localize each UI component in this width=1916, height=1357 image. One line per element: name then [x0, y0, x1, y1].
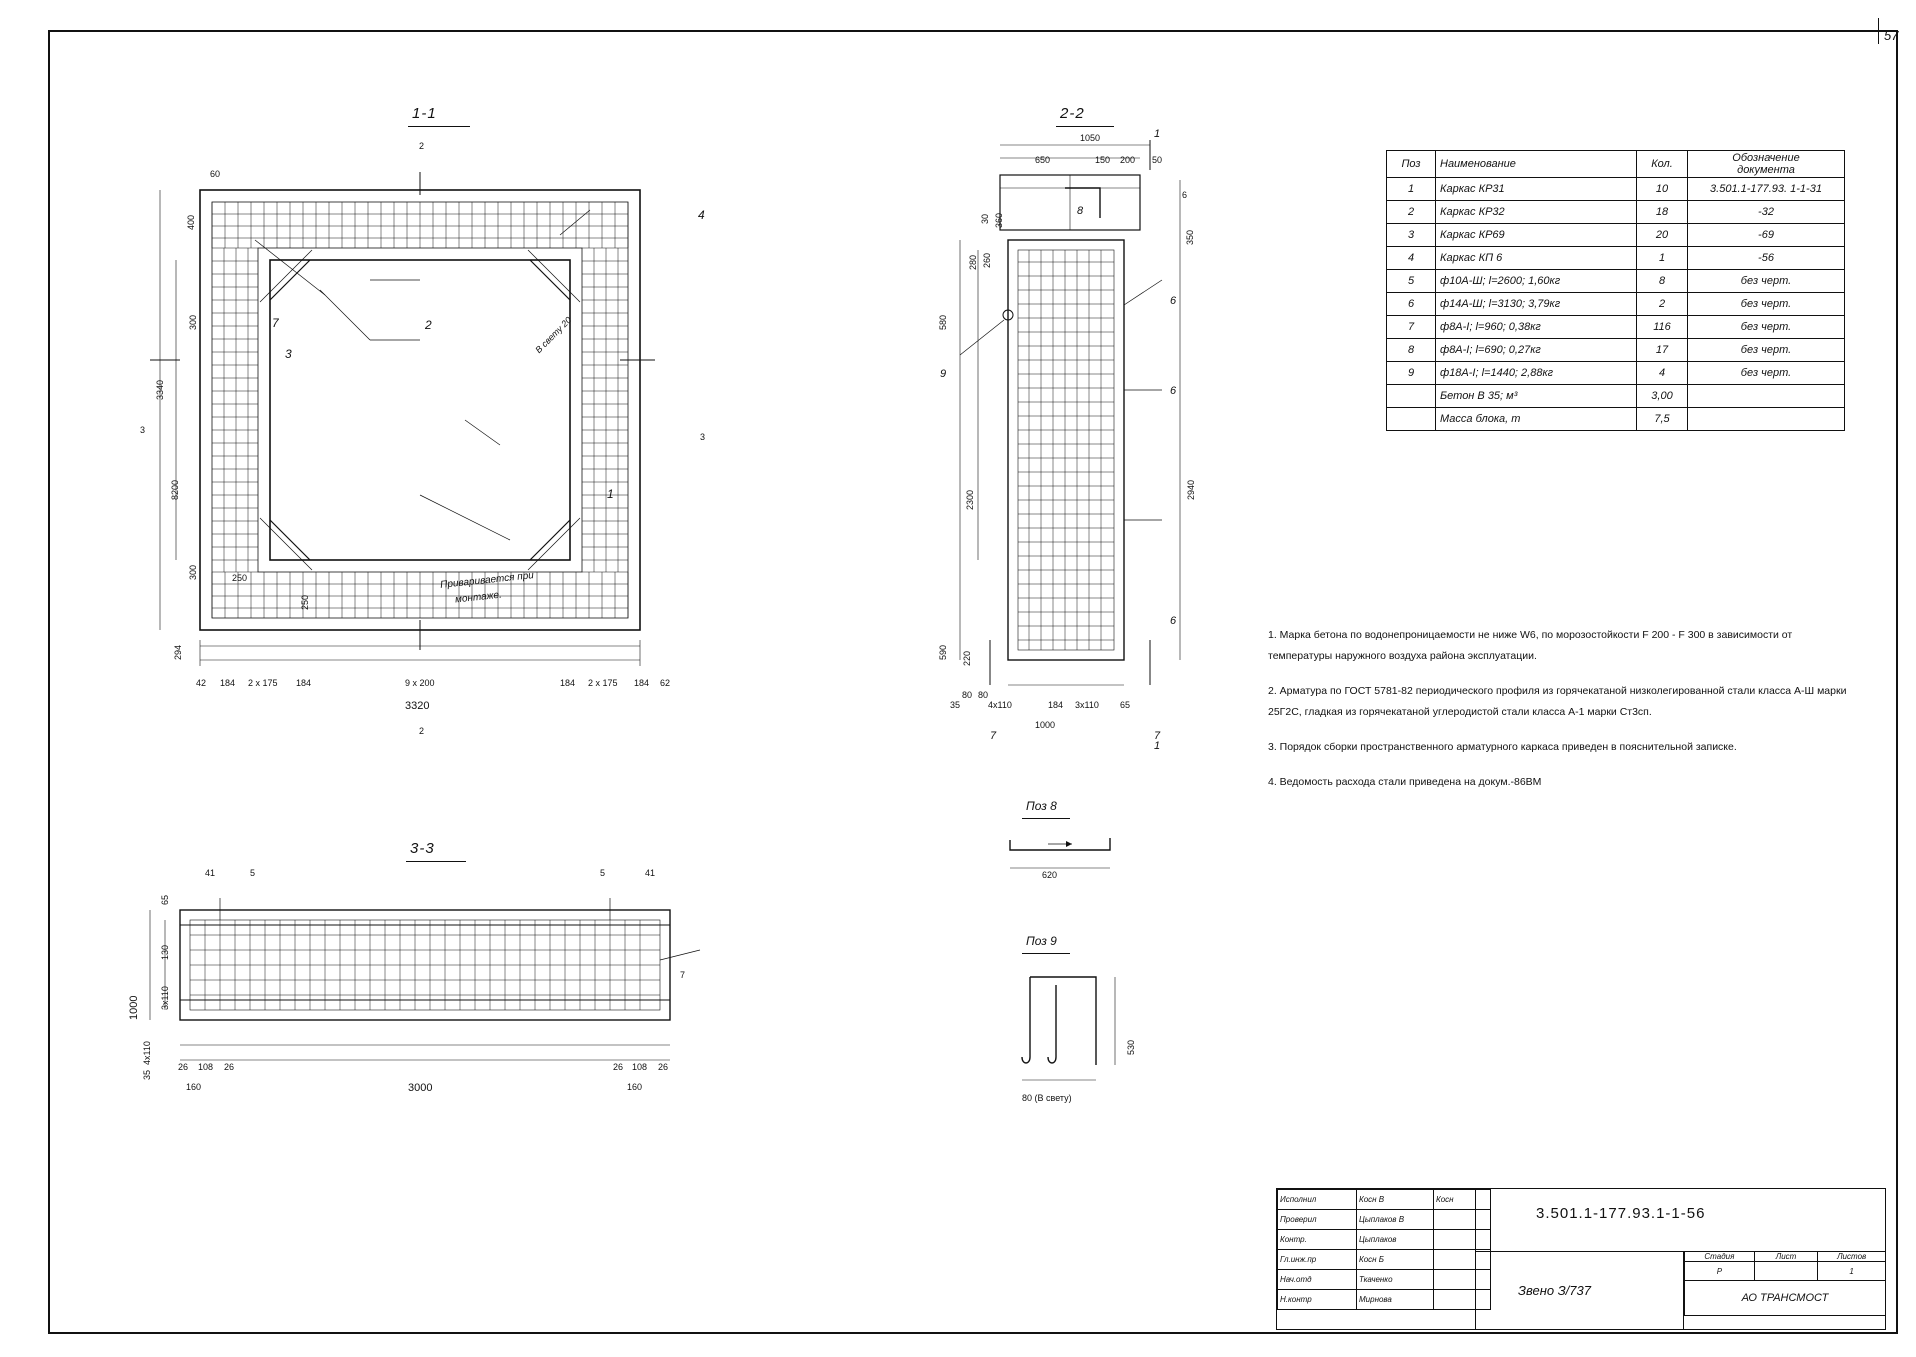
dim-b-184a: 184	[220, 678, 236, 688]
dim-30: 30	[980, 213, 990, 224]
dim-b-184d: 184	[634, 678, 650, 688]
spec-row	[1387, 293, 1845, 316]
dim-b-184c: 184	[560, 678, 576, 688]
section-mark-2-top: 2	[419, 141, 425, 151]
spec-cell-doc: без черт.	[1688, 339, 1845, 362]
spec-cell-pos: 1	[1387, 178, 1436, 201]
notes-block	[1268, 625, 1848, 807]
title-block-row	[1278, 1290, 1491, 1310]
spec-cell-qty: 8	[1637, 270, 1688, 293]
spec-cell-name: ф10А-Ш; Ɩ=2600; 1,60кг	[1436, 270, 1637, 293]
spec-cell-qty: 10	[1637, 178, 1688, 201]
dim-b-62: 62	[660, 678, 671, 688]
dim-b-2x175a: 2 x 175	[248, 678, 278, 688]
org-name: АО ТРАНСМОСТ	[1685, 1281, 1886, 1316]
dim-200: 200	[1120, 155, 1136, 165]
spec-cell-name: Каркас КП 6	[1436, 247, 1637, 270]
spec-row	[1387, 224, 1845, 247]
dim-260: 260	[982, 252, 992, 268]
stage-h-2: Листов	[1818, 1252, 1886, 1262]
title-block	[1276, 1188, 1886, 1330]
mark-7-33: 7	[680, 970, 686, 980]
dim-2300: 2300	[965, 489, 975, 510]
dim-400: 400	[186, 214, 196, 230]
mark-6-b: 6	[1170, 385, 1177, 397]
spec-cell-doc: без черт.	[1688, 316, 1845, 339]
item-leader-3: 3	[285, 347, 292, 361]
mark-8: 8	[1077, 205, 1084, 217]
spec-cell-pos	[1387, 385, 1436, 408]
object-cell	[1475, 1251, 1684, 1329]
dim-8200: 8200	[170, 479, 180, 500]
spec-cell-qty: 2	[1637, 293, 1688, 316]
dim-650: 650	[1035, 155, 1051, 165]
spec-cell-qty: 116	[1637, 316, 1688, 339]
object-name: Звено З/737	[1518, 1283, 1591, 1298]
spec-row	[1387, 201, 1845, 224]
note-1: 1. Марка бетона по водонепроницаемости не ниже W6, по морозостойкости F 200 - F 300 в зависимости от температуры наружного воздуха района эксплуатации.	[1268, 629, 1793, 662]
spec-cell-doc: 3.501.1-177.93. 1-1-31	[1688, 178, 1845, 201]
dim-130: 130	[160, 944, 170, 960]
stage-h-1: Лист	[1754, 1252, 1818, 1262]
title-block-role: Исполнил	[1278, 1190, 1357, 1210]
spec-cell-name: ф18А-I; Ɩ=1440; 2,88кг	[1436, 362, 1637, 385]
title-block-role: Нач.отд	[1278, 1270, 1357, 1290]
spec-cell-pos: 8	[1387, 339, 1436, 362]
mark-7-a: 7	[990, 730, 997, 742]
section-mark-3-right: 3	[700, 432, 706, 442]
dim-1000-33: 1000	[128, 995, 140, 1020]
stage-v-2: 1	[1818, 1262, 1886, 1281]
dim-1050: 1050	[1080, 133, 1101, 143]
dim-300-a: 300	[188, 314, 198, 330]
org-row	[1685, 1281, 1886, 1316]
dim-350: 350	[1185, 229, 1195, 245]
note-3: 3. Порядок сборки пространственного арматурного каркаса приведен в пояснительной записке.	[1268, 741, 1737, 753]
stage-h-0: Стадия	[1685, 1252, 1755, 1262]
spec-col-doc-l1: Обозначение	[1732, 152, 1800, 164]
dim-80: 80	[978, 690, 989, 700]
dim-150: 150	[1095, 155, 1111, 165]
spec-col-doc-l2: документа	[1737, 164, 1795, 176]
dim-280: 280	[968, 254, 978, 270]
spec-cell-qty: 1	[1637, 247, 1688, 270]
dim-65: 65	[160, 894, 170, 905]
spec-col-pos: Поз	[1387, 151, 1436, 178]
view-1-1-underline	[408, 126, 470, 127]
spec-cell-pos: 4	[1387, 247, 1436, 270]
callout-montage-2: монтаже.	[454, 589, 503, 606]
dim-108b: 108	[632, 1062, 648, 1072]
view-1-1-title: 1-1	[412, 105, 437, 122]
view-3-3-underline	[406, 861, 466, 862]
note-4: 4. Ведомость расхода стали приведена на докум.-86ВМ	[1268, 776, 1542, 788]
title-block-row	[1278, 1210, 1491, 1230]
spec-cell-pos: 5	[1387, 270, 1436, 293]
dim-b-9x200: 9 x 200	[405, 678, 435, 688]
spec-cell-qty: 20	[1637, 224, 1688, 247]
spec-row	[1387, 316, 1845, 339]
mark-41-right: 41	[645, 868, 656, 878]
dim-250-b: 250	[300, 594, 310, 610]
spec-cell-doc: без черт.	[1688, 293, 1845, 316]
dim-60: 60	[210, 169, 221, 179]
dim-35-33: 35	[142, 1069, 152, 1080]
poz-9-dim-80: 80 (В свету)	[1022, 1093, 1072, 1103]
view-1-1-drawing	[120, 150, 740, 730]
spec-cell-qty: 7,5	[1637, 408, 1688, 431]
section-mark-3-left: 3	[140, 425, 146, 435]
spec-cell-pos: 3	[1387, 224, 1436, 247]
dim-b2-184: 184	[1048, 700, 1064, 710]
spec-cell-qty: 3,00	[1637, 385, 1688, 408]
dim-3000: 3000	[408, 1082, 433, 1094]
spec-cell-doc: -56	[1688, 247, 1845, 270]
dim-160a: 160	[186, 1082, 202, 1092]
mark-6-c: 6	[1170, 615, 1177, 627]
dim-b2-4x110: 4x110	[988, 700, 1012, 710]
dim-108a: 108	[198, 1062, 214, 1072]
title-block-name: Цыплаков	[1357, 1230, 1434, 1250]
spec-header-row	[1387, 151, 1845, 178]
poz-9-title: Поз 9	[1026, 934, 1057, 948]
mark-41-left: 41	[205, 868, 216, 878]
title-block-row	[1278, 1190, 1491, 1210]
dim-160b: 160	[627, 1082, 643, 1092]
dim-26c: 26	[613, 1062, 624, 1072]
spec-row	[1387, 178, 1845, 201]
dim-6-mark: 6	[1182, 190, 1188, 200]
stage-v-0: Р	[1685, 1262, 1755, 1281]
title-block-role: Проверил	[1278, 1210, 1357, 1230]
title-block-role: Н.контр	[1278, 1290, 1357, 1310]
dim-250-a: 250	[232, 573, 248, 583]
spec-cell-name: Каркас КР69	[1436, 224, 1637, 247]
view-2-2-title: 2-2	[1060, 105, 1085, 122]
poz-8-title: Поз 8	[1026, 799, 1057, 813]
dim-b-42: 42	[196, 678, 207, 688]
view-2-2-drawing	[900, 140, 1260, 740]
stage-v-1	[1754, 1262, 1818, 1281]
view-3-3-title: 3-3	[410, 840, 435, 857]
title-block-name: Косн Б	[1357, 1250, 1434, 1270]
title-block-name: Мирнова	[1357, 1290, 1434, 1310]
dim-294: 294	[173, 644, 183, 660]
sheet-number: 57	[1884, 28, 1899, 43]
mark-9: 9	[940, 368, 947, 380]
view-2-2-underline	[1056, 126, 1114, 127]
note-2: 2. Арматура по ГОСТ 5781-82 периодического профиля из горячекатаной низколегированной стали класса А-Ш марки 25Г2С, гладкая из горячекатаной углеродистой стали класса А-1 марки Ст3сп.	[1268, 685, 1847, 718]
dim-26b: 26	[224, 1062, 235, 1072]
doc-code-cell	[1475, 1189, 1886, 1252]
dim-580: 580	[938, 314, 948, 330]
spec-row	[1387, 270, 1845, 293]
spec-cell-doc: без черт.	[1688, 270, 1845, 293]
spec-cell-name: Каркас КР32	[1436, 201, 1637, 224]
spec-row	[1387, 339, 1845, 362]
mark-5-right: 5	[600, 868, 606, 878]
spec-cell-name: ф14А-Ш; Ɩ=3130; 3,79кг	[1436, 293, 1637, 316]
spec-col-doc	[1688, 151, 1845, 178]
title-block-sign: Косн	[1434, 1190, 1491, 1210]
spec-cell-doc: -32	[1688, 201, 1845, 224]
item-leader-1: 1	[607, 487, 614, 501]
title-block-name: Ткаченко	[1357, 1270, 1434, 1290]
title-block-row	[1278, 1230, 1491, 1250]
poz-8-drawing	[1000, 828, 1130, 888]
spec-cell-pos	[1387, 408, 1436, 431]
poz-9-drawing	[1000, 965, 1140, 1105]
title-block-name: Цыплаков В	[1357, 1210, 1434, 1230]
spec-cell-pos: 6	[1387, 293, 1436, 316]
stage-header-row	[1685, 1252, 1886, 1262]
title-block-row	[1278, 1250, 1491, 1270]
title-block-role: Контр.	[1278, 1230, 1357, 1250]
dim-3340-left: 3340	[155, 379, 165, 400]
dim-80b: 80	[962, 690, 973, 700]
item-leader-7: 7	[272, 316, 279, 330]
spec-cell-doc: -69	[1688, 224, 1845, 247]
stage-cell	[1683, 1251, 1886, 1329]
title-block-name: Косн В	[1357, 1190, 1434, 1210]
dim-3320: 3320	[405, 700, 430, 712]
spec-cell-name: Каркас КР31	[1436, 178, 1637, 201]
dim-300-b: 300	[188, 564, 198, 580]
dim-26a: 26	[178, 1062, 189, 1072]
dim-590: 590	[938, 644, 948, 660]
title-block-role: Гл.инж.пр	[1278, 1250, 1357, 1270]
dim-1000: 1000	[1035, 720, 1056, 730]
dim-b-2x175b: 2 x 175	[588, 678, 618, 688]
spec-col-name: Наименование	[1436, 151, 1637, 178]
dim-b2-35: 35	[950, 700, 961, 710]
spec-cell-doc	[1688, 408, 1845, 431]
spec-cell-qty: 4	[1637, 362, 1688, 385]
dim-b2-65: 65	[1120, 700, 1131, 710]
stage-table	[1684, 1251, 1886, 1316]
spec-row	[1387, 385, 1845, 408]
mark-6-a: 6	[1170, 295, 1177, 307]
spec-row	[1387, 247, 1845, 270]
poz-8-underline	[1022, 818, 1070, 819]
spec-cell-doc	[1688, 385, 1845, 408]
callout-montage: Приваривается при	[439, 570, 535, 591]
specification-table	[1386, 150, 1845, 431]
spec-col-qty: Кол.	[1637, 151, 1688, 178]
item-leader-4: 4	[698, 208, 705, 222]
section-mark-2-bottom: 2	[419, 726, 425, 736]
spec-cell-qty: 17	[1637, 339, 1688, 362]
spec-cell-name: ф8А-I; Ɩ=960; 0,38кг	[1436, 316, 1637, 339]
spec-cell-name: Бетон В 35; м³	[1436, 385, 1637, 408]
dim-220: 220	[962, 650, 972, 666]
dim-50: 50	[1152, 155, 1163, 165]
dim-26d: 26	[658, 1062, 669, 1072]
doc-code: 3.501.1-177.93.1-1-56	[1536, 1205, 1706, 1222]
spec-cell-name: ф8А-I; Ɩ=690; 0,27кг	[1436, 339, 1637, 362]
dim-360: 360	[994, 212, 1004, 228]
spec-cell-name: Масса блока, т	[1436, 408, 1637, 431]
mark-5-left: 5	[250, 868, 256, 878]
dim-b2-3x110: 3x110	[1075, 700, 1099, 710]
spec-cell-pos: 7	[1387, 316, 1436, 339]
dim-3x110: 3x110	[160, 986, 170, 1010]
stage-value-row	[1685, 1262, 1886, 1281]
spec-cell-pos: 2	[1387, 201, 1436, 224]
title-block-row	[1278, 1270, 1491, 1290]
callout-v-svetu: В свету 20	[533, 314, 574, 356]
mark-1-bottom: 1	[1154, 740, 1161, 752]
spec-row	[1387, 408, 1845, 431]
spec-cell-doc: без черт.	[1688, 362, 1845, 385]
mark-7-b: 7	[1154, 730, 1161, 742]
spec-cell-qty: 18	[1637, 201, 1688, 224]
spec-row	[1387, 362, 1845, 385]
item-leader-2: 2	[425, 318, 432, 332]
title-block-roles	[1277, 1189, 1491, 1310]
dim-4x110: 4x110	[142, 1041, 152, 1065]
poz-9-dim-530: 530	[1126, 1039, 1136, 1055]
dim-2940: 2940	[1186, 479, 1196, 500]
mark-1-top: 1	[1154, 128, 1161, 140]
poz-9-underline	[1022, 953, 1070, 954]
spec-cell-pos: 9	[1387, 362, 1436, 385]
dim-b-184b: 184	[296, 678, 312, 688]
poz-8-dim-620: 620	[1042, 870, 1058, 880]
